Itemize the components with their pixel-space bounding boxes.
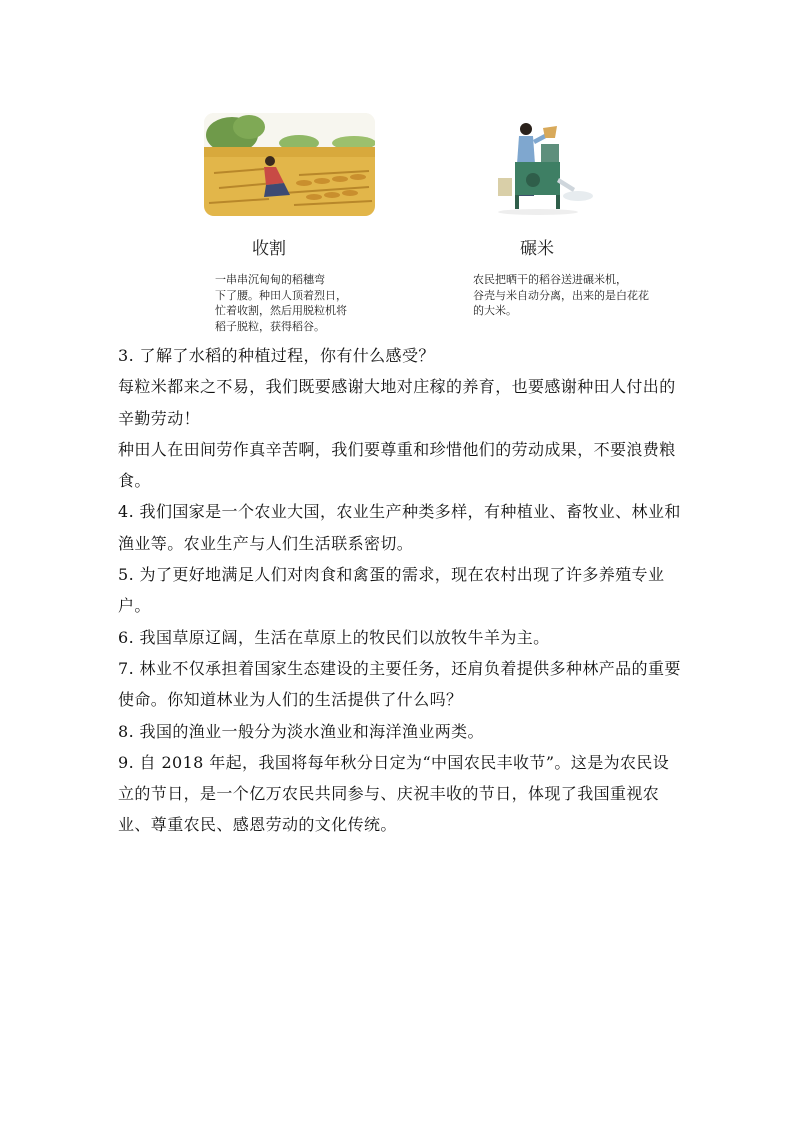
mill-caption-title: 碾米 <box>520 239 554 259</box>
mill-caption-text: 农民把晒干的稻谷送进碾米机， 谷壳与米自动分离，出来的是白花花 的大米。 <box>473 273 649 317</box>
harvest-caption-title: 收割 <box>252 239 286 259</box>
item-7: 7. 林业不仅承担着国家生态建设的主要任务，还肩负着提供多种林产品的重要使命。你知道林业为人们的生活提供了什么吗？ <box>118 658 681 710</box>
item-6: 6. 我国草原辽阔，生活在草原上的牧民们以放牧牛羊为主。 <box>118 627 550 647</box>
rice-mill-illustration <box>493 116 603 216</box>
item-5: 5. 为了更好地满足人们对肉食和禽蛋的需求，现在农村出现了许多养殖专业户。 <box>118 565 665 616</box>
main-text <box>118 340 684 841</box>
item-9: 9. 自 2018 年起，我国将每年秋分日定为“中国农民丰收节”。这是为农民设立的节日，是一个亿万农民共同参与、庆祝丰收的节日，体现了我国重视农业、尊重农民、感恩劳动的文化传统。 <box>118 752 670 835</box>
harvest-caption-text: 一串串沉甸甸的稻穗弯 下了腰。种田人顶着烈日， 忙着收割，然后用脱粒机将 稻子脱粒，获得稻谷。 <box>215 273 347 333</box>
answer-3-b: 种田人在田间劳作真辛苦啊，我们要尊重和珍惜他们的劳动成果，不要浪费粮食。 <box>118 439 676 491</box>
question-3: 3. 了解了水稻的种植过程，你有什么感受？ <box>118 346 435 365</box>
item-4: 4. 我们国家是一个农业大国，农业生产种类多样，有种植业、畜牧业、林业和渔业等。农业生产与人们生活联系密切。 <box>118 502 681 553</box>
item-8: 8. 我国的渔业一般分为淡水渔业和海洋渔业两类。 <box>118 721 484 741</box>
harvest-illustration <box>204 113 375 216</box>
answer-3-a: 每粒米都来之不易，我们既要感谢大地对庄稼的养育，也要感谢种田人付出的辛勤劳动！ <box>118 377 676 428</box>
